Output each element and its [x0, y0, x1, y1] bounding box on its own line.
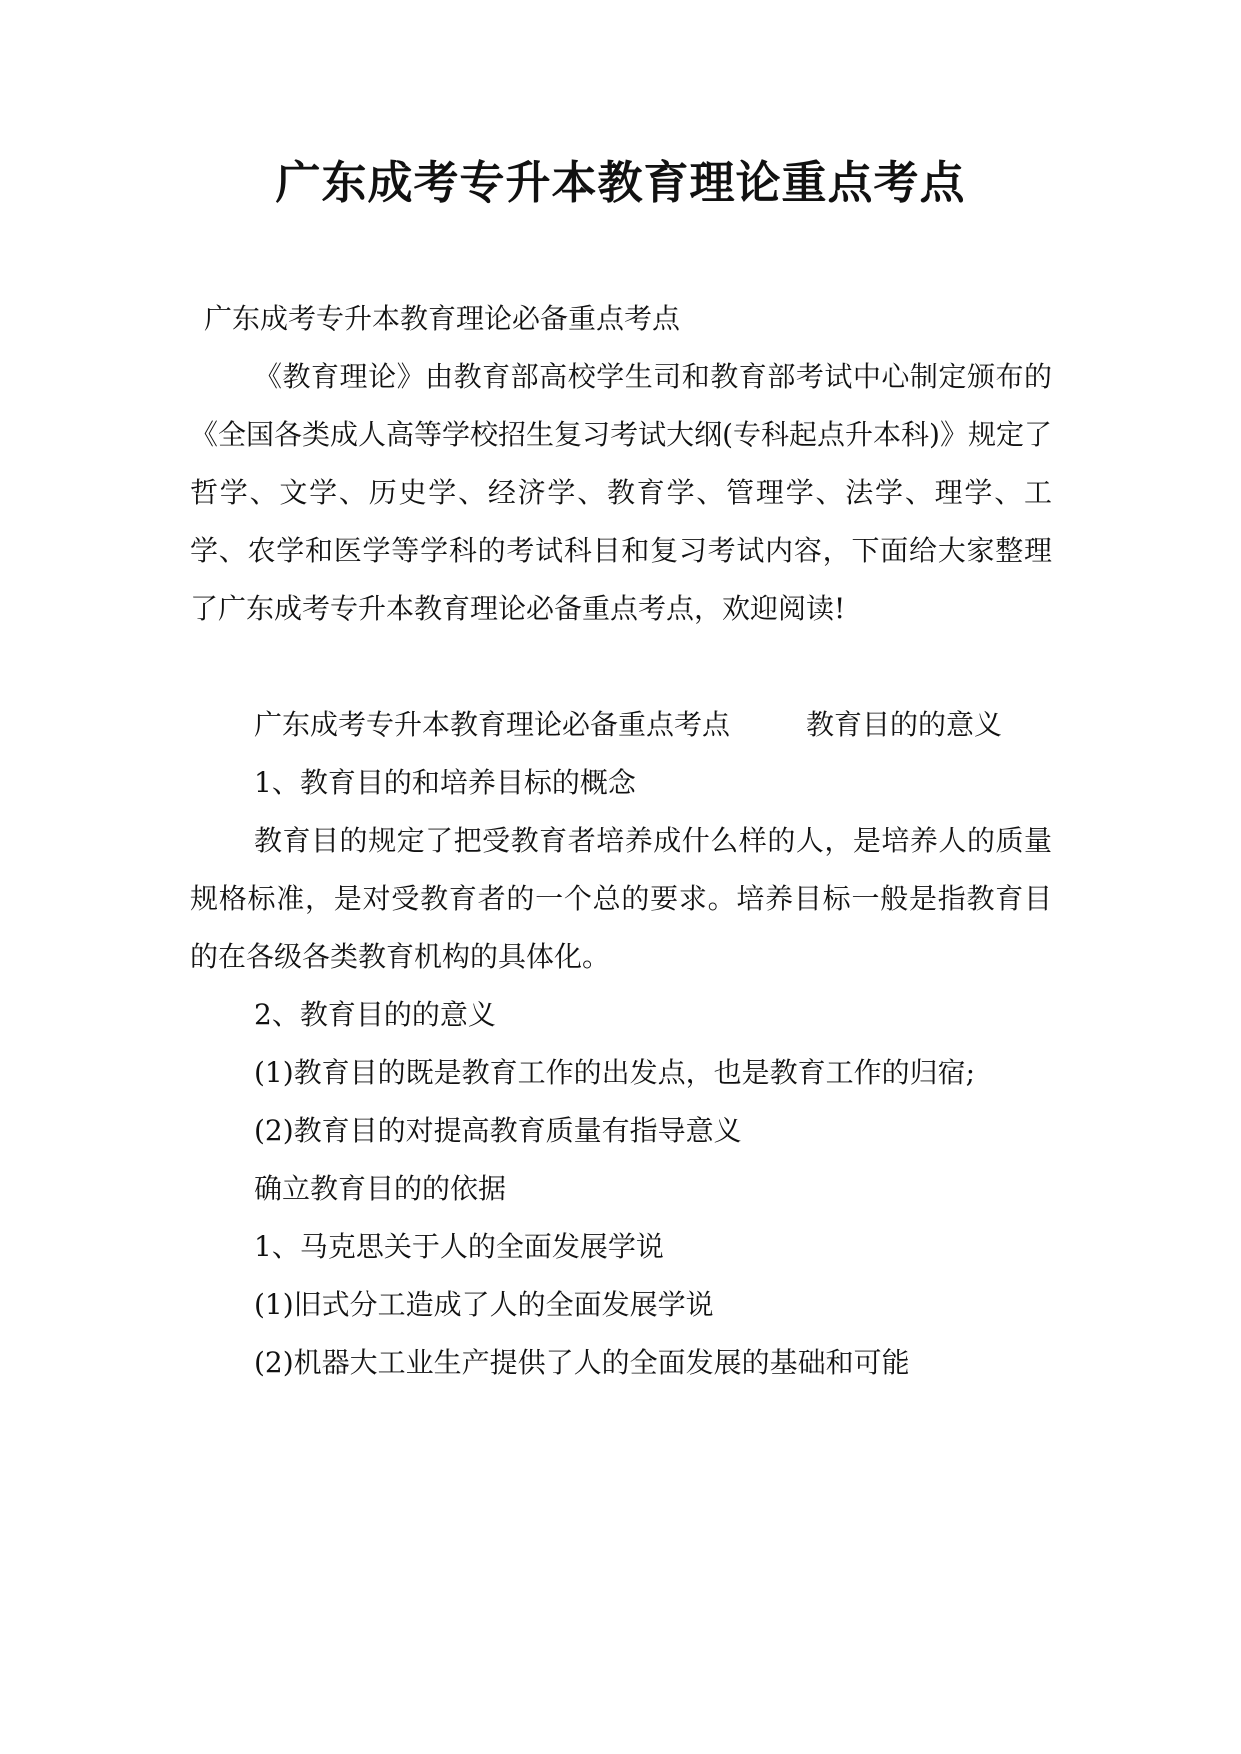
marx-theory-item-1: (1)旧式分工造成了人的全面发展学说: [254, 1288, 714, 1321]
heading-significance: 2、教育目的的意义: [254, 998, 496, 1031]
subtitle-paragraph: 广东成考专升本教育理论必备重点考点: [204, 302, 681, 335]
heading-concept: 1、教育目的和培养目标的概念: [254, 766, 636, 799]
significance-item-1: (1)教育目的既是教育工作的出发点，也是教育工作的归宿;: [254, 1056, 976, 1089]
section-heading-paragraph: [190, 696, 1052, 754]
marx-theory-item-2: (2)机器大工业生产提供了人的全面发展的基础和可能: [254, 1346, 910, 1379]
significance-item-2: (2)教育目的对提高教育质量有指导意义: [254, 1114, 742, 1147]
intro-paragraph: 《教育理论》由教育部高校学生司和教育部考试中心制定颁布的《全国各类成人高等学校招生复习考试大纲(专科起点升本科)》规定了哲学、文学、历史学、经济学、教育学、管理学、法学、理学、工学、农学和医学等学科的考试科目和复习考试内容，下面给大家整理了广东成考专升本教育理论必备重点考点，欢迎阅读!: [190, 360, 1052, 625]
heading-basis: 确立教育目的的依据: [254, 1172, 507, 1205]
document-body: [190, 290, 1052, 1392]
paragraph-spacer: [190, 638, 1052, 696]
document-title: 广东成考专升本教育理论重点考点: [275, 156, 966, 209]
concept-paragraph: 教育目的规定了把受教育者培养成什么样的人，是培养人的质量规格标准，是对受教育者的一个总的要求。培养目标一般是指教育目的在各级各类教育机构的具体化。: [190, 824, 1052, 973]
section-title-text: 教育目的的意义: [806, 708, 1003, 741]
heading-marx-theory: 1、马克思关于人的全面发展学说: [254, 1230, 664, 1263]
section-lead-text: 广东成考专升本教育理论必备重点考点: [254, 708, 731, 741]
